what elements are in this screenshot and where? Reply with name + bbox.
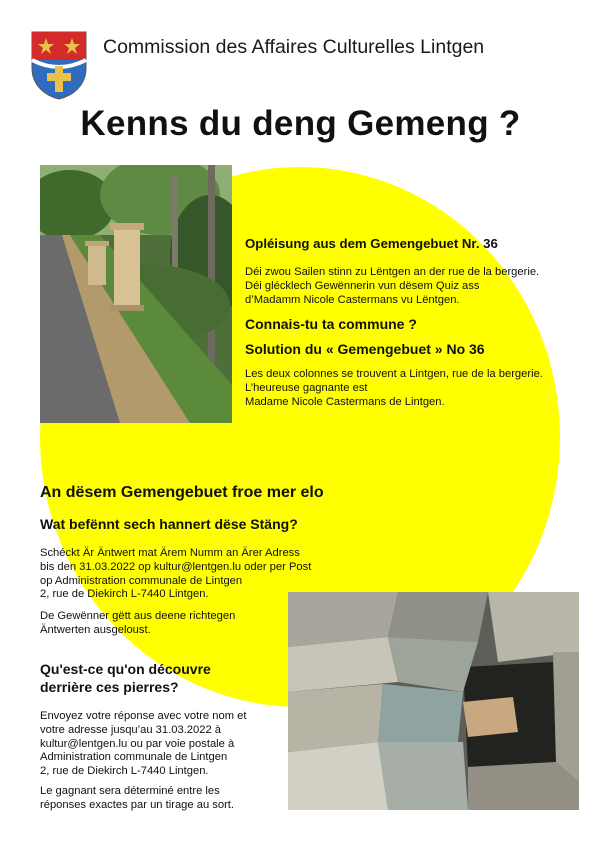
quiz-fr-instructions: Envoyez votre réponse avec votre nom et votre adresse jusqu’au 31.03.2022 à kultur@lentgen.lu ou par voie postale à Administration communale de Lintgen 2, rue de Diekirch L-7440 Lintgen. bbox=[40, 710, 247, 778]
quiz-lb-heading: An dësem Gemengebuet froe mer elo bbox=[40, 484, 324, 501]
solution-fr-question: Connais-tu ta commune ? bbox=[245, 316, 417, 332]
quiz-fr-question: Qu'est-ce qu'on découvre derrière ces pierres? bbox=[40, 661, 211, 695]
photo-stone-columns bbox=[40, 165, 232, 423]
solution-fr-heading: Solution du « Gemengebuet » No 36 bbox=[245, 341, 485, 357]
organization-name: Commission des Affaires Culturelles Lintgen bbox=[103, 36, 485, 58]
page-title: Kenns du deng Gemeng ? bbox=[80, 104, 521, 143]
quiz-lb-draw: De Gewënner gëtt aus deene richtegen Äntwerten ausgeloust. bbox=[40, 610, 236, 636]
solution-lb-heading bbox=[245, 236, 595, 251]
solution-fr-text: Les deux colonnes se trouvent a Lintgen, rue de la bergerie. L’heureuse gagnante est Madame Nicole Castermans de Lintgen. bbox=[245, 368, 543, 408]
solution-lb-text: Déi zwou Sailen stinn zu Lëntgen an der rue de la bergerie. Déi glécklech Gewënnerin vun dësem Quiz ass d’Madamm Nicole Castermans vu Lëntgen. bbox=[245, 266, 540, 306]
quiz-fr-draw: Le gagnant sera déterminé entre les réponses exactes par un tirage au sort. bbox=[40, 785, 235, 811]
quiz-lb-question: Wat befënnt sech hannert dëse Stäng? bbox=[40, 516, 298, 532]
solution-lb-heading-text: Opléisung aus dem Gemengebuet Nr. 36 bbox=[245, 236, 498, 251]
coat-of-arms-icon bbox=[30, 30, 88, 100]
quiz-lb-instructions: Schéckt Är Äntwert mat Ärem Numm an Ärer Adress bis den 31.03.2022 op kultur@lentgen.lu oder per Post op Administration communale de Lintgen 2, rue de Diekirch L-7440 Lintgen. bbox=[40, 547, 312, 601]
photo-stone-pile bbox=[288, 592, 579, 810]
